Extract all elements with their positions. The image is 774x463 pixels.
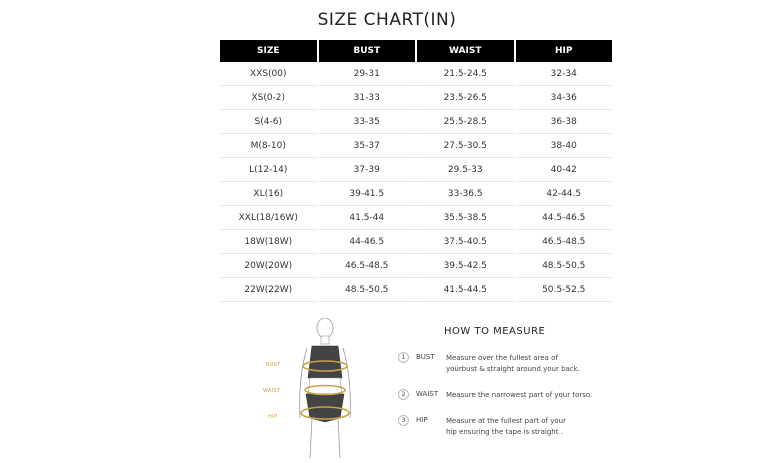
cell-hip: 50.5-52.5 xyxy=(516,278,613,302)
table-row xyxy=(220,254,612,278)
cell-size: L(12-14) xyxy=(220,158,317,182)
body-figure-illustration xyxy=(280,318,370,458)
table-row xyxy=(220,86,612,110)
table-header-row xyxy=(220,40,612,62)
cell-hip: 44.5-46.5 xyxy=(516,206,613,230)
cell-hip: 34-36 xyxy=(516,86,613,110)
table-row xyxy=(220,158,612,182)
table-row xyxy=(220,230,612,254)
cell-bust: 39-41.5 xyxy=(319,182,416,206)
cell-waist: 41.5-44.5 xyxy=(417,278,514,302)
cell-hip: 32-34 xyxy=(516,62,613,86)
step-description: Measure over the fullest area of yourbust & straight around your back. xyxy=(446,354,580,373)
table-row xyxy=(220,110,612,134)
table-row xyxy=(220,62,612,86)
cell-size: XXS(00) xyxy=(220,62,317,86)
cell-bust: 35-37 xyxy=(319,134,416,158)
figure-label-waist: WAIST xyxy=(263,388,281,394)
cell-bust: 41.5-44 xyxy=(319,206,416,230)
cell-waist: 39.5-42.5 xyxy=(417,254,514,278)
cell-size: XS(0-2) xyxy=(220,86,317,110)
step-label: WAIST xyxy=(416,390,439,398)
step-label: BUST xyxy=(416,353,435,361)
cell-bust: 48.5-50.5 xyxy=(319,278,416,302)
table-row xyxy=(220,134,612,158)
cell-waist: 25.5-28.5 xyxy=(417,110,514,134)
cell-size: 18W(18W) xyxy=(220,230,317,254)
cell-waist: 27.5-30.5 xyxy=(417,134,514,158)
table-row xyxy=(220,206,612,230)
table-row xyxy=(220,182,612,206)
cell-hip: 36-38 xyxy=(516,110,613,134)
figure-label-bust: BUST xyxy=(266,362,281,368)
header-hip: HIP xyxy=(516,40,613,62)
cell-bust: 33-35 xyxy=(319,110,416,134)
cell-hip: 40-42 xyxy=(516,158,613,182)
cell-waist: 37.5-40.5 xyxy=(417,230,514,254)
cell-size: XXL(18/16W) xyxy=(220,206,317,230)
cell-bust: 44-46.5 xyxy=(319,230,416,254)
step-number: 2 xyxy=(398,389,409,400)
step-label: HIP xyxy=(416,416,428,424)
cell-size: S(4-6) xyxy=(220,110,317,134)
cell-bust: 46.5-48.5 xyxy=(319,254,416,278)
cell-bust: 37-39 xyxy=(319,158,416,182)
cell-size: 22W(22W) xyxy=(220,278,317,302)
step-description: Measure the narrowest part of your torso. xyxy=(446,391,593,399)
cell-waist: 33-36.5 xyxy=(417,182,514,206)
page-title: SIZE CHART(IN) xyxy=(317,10,457,30)
step-number: 1 xyxy=(398,352,409,363)
cell-bust: 29-31 xyxy=(319,62,416,86)
header-waist: WAIST xyxy=(417,40,514,62)
step-description: Measure at the fullest part of your hip ensuring the tape is straight . xyxy=(446,417,566,436)
step-number: 3 xyxy=(398,415,409,426)
cell-size: M(8-10) xyxy=(220,134,317,158)
cell-hip: 38-40 xyxy=(516,134,613,158)
cell-waist: 23.5-26.5 xyxy=(417,86,514,110)
table-row xyxy=(220,278,612,302)
header-bust: BUST xyxy=(319,40,416,62)
figure-label-hip: HIP xyxy=(268,414,278,420)
cell-hip: 46.5-48.5 xyxy=(516,230,613,254)
cell-waist: 21.5-24.5 xyxy=(417,62,514,86)
cell-bust: 31-33 xyxy=(319,86,416,110)
cell-hip: 42-44.5 xyxy=(516,182,613,206)
how-to-measure-title: HOW TO MEASURE xyxy=(444,326,546,337)
cell-waist: 35.5-38.5 xyxy=(417,206,514,230)
cell-size: XL(16) xyxy=(220,182,317,206)
cell-waist: 29.5-33 xyxy=(417,158,514,182)
cell-size: 20W(20W) xyxy=(220,254,317,278)
header-size: SIZE xyxy=(220,40,317,62)
size-chart-table xyxy=(218,40,614,302)
cell-hip: 48.5-50.5 xyxy=(516,254,613,278)
